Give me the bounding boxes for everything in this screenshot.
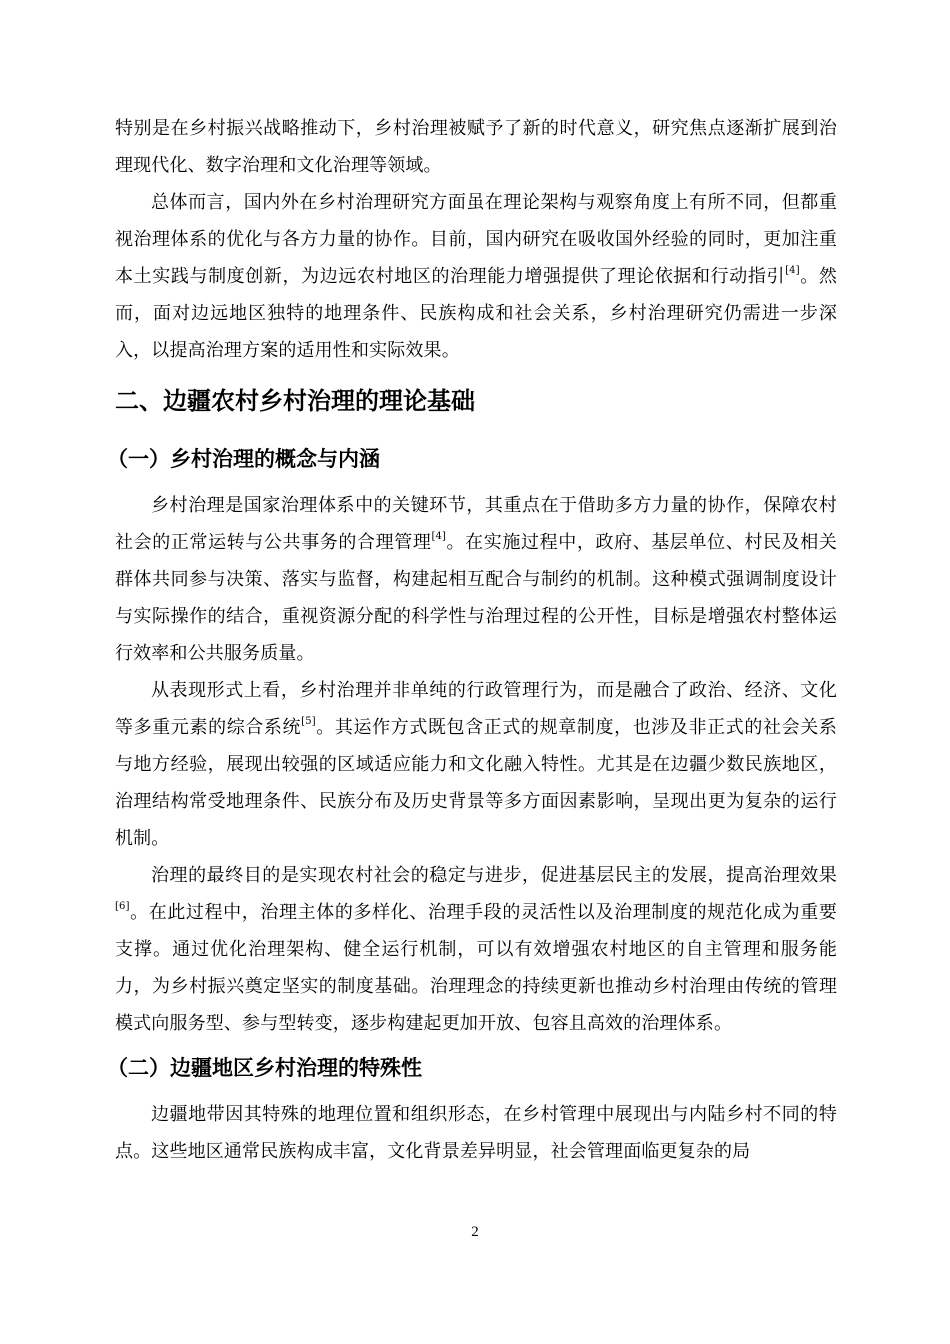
subsection-heading: （二）边疆地区乡村治理的特殊性 bbox=[107, 1056, 422, 1080]
citation-ref: [4] bbox=[785, 265, 800, 276]
paragraph-continued: 特别是在乡村振兴战略推动下，乡村治理被赋予了新的时代意义，研究焦点逐渐扩展到治理现代化、数字治理和文化治理等领域。 bbox=[115, 118, 837, 176]
paragraph-text: 从表现形式上看，乡村治理并非单纯的行政管理行为，而是融合了政治、经济、文化等多重元素的综合系统 bbox=[115, 680, 837, 738]
paragraph-text: 乡村治理是国家治理体系中的关键环节，其重点在于借助多方力量的协作，保障农村社会的正常运转与公共事务的合理管理 bbox=[115, 495, 837, 553]
paragraph-summary bbox=[115, 184, 837, 369]
section-heading: 二、边疆农村乡村治理的理论基础 bbox=[115, 387, 475, 415]
paragraph-text: 总体而言，国内外在乡村治理研究方面虽在理论架构与观察角度上有所不同，但都重视治理体系的优化与各方力量的协作。目前，国内研究在吸收国外经验的同时，更加注重本土实践与制度创新，为边远农村地区的治理能力增强提供了理论依据和行动指引 bbox=[115, 192, 837, 287]
paragraph-text: 治理的最终目的是实现农村社会的稳定与进步，促进基层民主的发展，提高治理效果 bbox=[151, 865, 837, 886]
citation-ref: [6] bbox=[115, 901, 130, 912]
subsection-heading: （一）乡村治理的概念与内涵 bbox=[107, 447, 380, 471]
page-body bbox=[107, 110, 837, 1170]
paragraph-text: 。在实施过程中，政府、基层单位、村民及相关群体共同参与决策、落实与监督，构建起相互配合与制约的机制。这种模式强调制度设计与实际操作的结合，重视资源分配的科学性与治理过程的公开性，目标是增强农村整体运行效率和公共服务质量。 bbox=[115, 532, 837, 664]
paragraph-text: 。然而，面对边远地区独特的地理条件、民族构成和社会关系，乡村治理研究仍需进一步深入，以提高治理方案的适用性和实际效果。 bbox=[115, 266, 837, 361]
citation-ref: [5] bbox=[301, 716, 316, 727]
paragraph-text: 。在此过程中，治理主体的多样化、治理手段的灵活性以及治理制度的规范化成为重要支撑。通过优化治理架构、健全运行机制，可以有效增强农村地区的自主管理和服务能力，为乡村振兴奠定坚实的制度基础。治理理念的持续更新也推动乡村治理由传统的管理模式向服务型、参与型转变，逐步构建起更加开放、包容且高效的治理体系。 bbox=[115, 902, 837, 1034]
paragraph-text: 。其运作方式既包含正式的规章制度，也涉及非正式的社会关系与地方经验，展现出较强的区域适应能力和文化融入特性。尤其是在边疆少数民族地区，治理结构常受地理条件、民族分布及历史背景等多方面因素影响，呈现出更为复杂的运行机制。 bbox=[115, 717, 837, 849]
paragraph-frontier: 边疆地带因其特殊的地理位置和组织形态，在乡村管理中展现出与内陆乡村不同的特点。这些地区通常民族构成丰富，文化背景差异明显，社会管理面临更复杂的局 bbox=[115, 1104, 837, 1162]
citation-ref: [4] bbox=[431, 531, 447, 542]
paragraph-goal bbox=[115, 857, 837, 1042]
paragraph-form bbox=[115, 672, 837, 857]
page-number: 2 bbox=[471, 1224, 479, 1240]
paragraph-concept bbox=[115, 487, 837, 672]
